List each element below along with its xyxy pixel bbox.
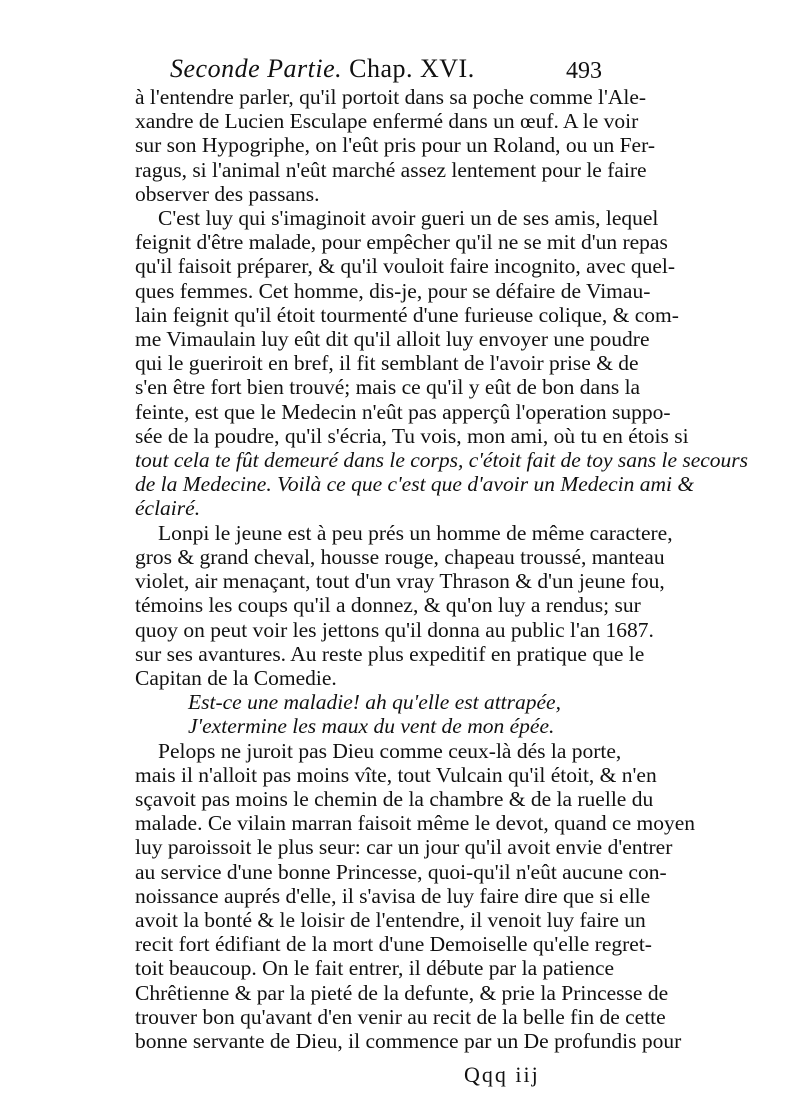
line-text: feinte, est que le Medecin n'eût pas apperçû l'operation suppo- xyxy=(135,399,671,424)
line-text: au service d'une bonne Princesse, quoi-qu'il n'eût aucune con- xyxy=(135,859,667,884)
line-text: Chrêtienne & par la pieté de la defunte, & prie la Princesse de xyxy=(135,980,669,1005)
line-text: feignit d'être malade, pour empêcher qu'il ne se mit d'un repas xyxy=(135,230,668,255)
signature-mark: Qqq iij xyxy=(464,1062,540,1087)
line-text: ques femmes. Cet homme, dis-je, pour se défaire de Vimau- xyxy=(135,278,651,303)
line-text: ragus, si l'animal n'eût marché assez lentement pour le faire xyxy=(135,157,647,182)
line-text: trouver bon qu'avant d'en venir au recit de la belle fin de cette xyxy=(135,1004,666,1029)
line-text: lain feignit qu'il étoit tourmenté d'une furieuse colique, & com- xyxy=(135,302,679,327)
line-text: observer des passans. xyxy=(135,181,320,206)
line-text: noissance auprés d'elle, il s'avisa de luy faire dire que si elle xyxy=(135,883,651,908)
line-text: mais il n'alloit pas moins vîte, tout Vulcain qu'il étoit, & n'en xyxy=(135,762,657,787)
line-text: de la Medecine. Voilà ce que c'est que d'avoir un Medecin ami & xyxy=(135,472,695,497)
line-text: luy paroissoit le plus seur: car un jour qu'il avoit envie d'entrer xyxy=(135,835,673,860)
line-text: tout cela te fût demeuré dans le corps, c'étoit fait de toy sans le secours xyxy=(135,448,749,473)
line-text: J'extermine les maux du vent de mon épée. xyxy=(188,714,555,739)
line-text: sur ses avantures. Au reste plus expeditif en pratique que le xyxy=(135,641,645,666)
line-text: qu'il faisoit préparer, & qu'il vouloit faire incognito, avec quel- xyxy=(135,254,676,279)
line-text: xandre de Lucien Esculape enfermé dans un œuf. A le voir xyxy=(135,109,639,134)
line-text: gros & grand cheval, housse rouge, chapeau troussé, manteau xyxy=(135,544,665,569)
line-text: bonne servante de Dieu, il commence par un De profundis pour xyxy=(135,1029,682,1053)
line-text: sur son Hypogriphe, on l'eût pris pour un Roland, ou un Fer- xyxy=(135,133,655,158)
line-text: C'est luy qui s'imaginoit avoir gueri un de ses amis, lequel xyxy=(158,206,659,231)
page-number: 493 xyxy=(566,58,602,84)
text-line xyxy=(0,1026,800,1056)
line-text: quoy on peut voir les jettons qu'il donna au public l'an 1687. xyxy=(135,617,654,642)
line-text: toit beaucoup. On le fait entrer, il débute par la patience xyxy=(135,956,615,981)
line-text: me Vimaulain luy eût dit qu'il alloit luy envoyer une poudre xyxy=(135,327,650,352)
line-text: Capitan de la Comedie. xyxy=(135,665,337,690)
line-text: éclairé. xyxy=(135,496,201,521)
line-text: recit fort édifiant de la mort d'une Demoiselle qu'elle regret- xyxy=(135,932,652,957)
line-text: Pelops ne juroit pas Dieu comme ceux-là dés la porte, xyxy=(158,738,622,763)
line-text: avoit la bonté & le loisir de l'entendre, il venoit luy faire un xyxy=(135,907,646,932)
line-text: malade. Ce vilain marran faisoit même le devot, quand ce moyen xyxy=(135,811,695,836)
chapter-title: Chap. XVI. xyxy=(349,54,475,83)
line-text: témoins les coups qu'il a donnez, & qu'on luy a rendus; sur xyxy=(135,593,641,618)
line-text: Lonpi le jeune est à peu prés un homme de même caractere, xyxy=(158,520,673,545)
running-title: Seconde Partie. xyxy=(170,54,343,83)
line-text: sçavoit pas moins le chemin de la chambre & de la ruelle du xyxy=(135,786,654,811)
line-text: s'en être fort bien trouvé; mais ce qu'il y eût de bon dans la xyxy=(135,375,641,400)
line-text: à l'entendre parler, qu'il portoit dans sa poche comme l'Ale- xyxy=(135,85,647,109)
line-text: Est-ce une maladie! ah qu'elle est attrapée, xyxy=(188,690,561,715)
line-text: qui le gueriroit en bref, il fit semblant de l'avoir prise & de xyxy=(135,351,639,376)
line-text: violet, air menaçant, tout d'un vray Thrason & d'un jeune fou, xyxy=(135,569,665,594)
line-text: sée de la poudre, qu'il s'écria, Tu vois, mon ami, où tu en étois si xyxy=(135,423,689,448)
running-head xyxy=(170,54,475,84)
